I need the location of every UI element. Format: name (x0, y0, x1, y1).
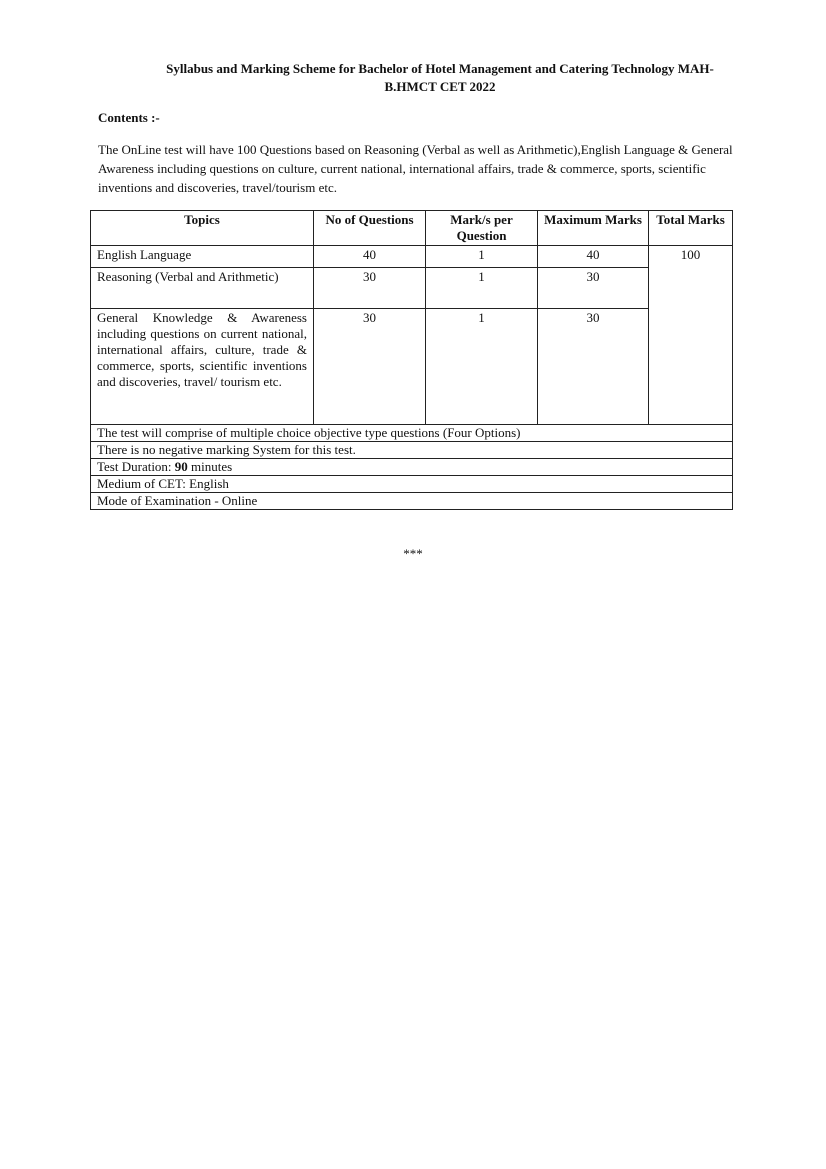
title-line-2: B.HMCT CET 2022 (384, 79, 496, 94)
questions-cell: 30 (314, 268, 426, 309)
intro-paragraph: The OnLine test will have 100 Questions based on Reasoning (Verbal as well as Arithmetic),English Language & General Awareness including questions on culture, current national, international affairs, trade & commerce, sports, scientific inventions and discoveries, travel/tourism etc. (98, 142, 733, 195)
table-row (91, 309, 733, 425)
marking-scheme-table (90, 210, 733, 510)
note-row-mode (91, 493, 733, 510)
questions-cell: 30 (314, 309, 426, 425)
note-mode: Mode of Examination - Online (91, 493, 733, 510)
note-row-duration (91, 459, 733, 476)
duration-unit: minutes (187, 459, 233, 474)
note-row-medium (91, 476, 733, 493)
note-row-negative-marking (91, 442, 733, 459)
topic-cell: English Language (91, 246, 314, 268)
note-format: The test will comprise of multiple choice objective type questions (Four Options) (91, 425, 733, 442)
maximum-marks-cell: 40 (538, 246, 649, 268)
header-marks-per-question: Mark/s per Question (426, 211, 538, 246)
marks-per-question-cell: 1 (426, 309, 538, 425)
header-topics: Topics (91, 211, 314, 246)
questions-cell: 40 (314, 246, 426, 268)
marks-per-question-cell: 1 (426, 246, 538, 268)
contents-heading: Contents :- (98, 110, 160, 125)
maximum-marks-cell: 30 (538, 268, 649, 309)
header-maximum-marks: Maximum Marks (538, 211, 649, 246)
header-no-of-questions: No of Questions (314, 211, 426, 246)
table-row (91, 268, 733, 309)
table-row (91, 246, 733, 268)
title-line-1: Syllabus and Marking Scheme for Bachelor of Hotel Management and Catering Technology MAH- (166, 61, 714, 76)
table-header-row (91, 211, 733, 246)
topic-cell: Reasoning (Verbal and Arithmetic) (91, 268, 314, 309)
end-separator: *** (403, 546, 423, 561)
maximum-marks-cell: 30 (538, 309, 649, 425)
note-negative-marking: There is no negative marking System for this test. (91, 442, 733, 459)
topic-cell: General Knowledge & Awareness including questions on current national, international affairs, culture, trade & commerce, sports, scientific inventions and discoveries, travel/ tourism etc. (91, 309, 314, 425)
note-duration (91, 459, 733, 476)
total-marks-cell: 100 (649, 246, 733, 425)
duration-label: Test Duration: (97, 459, 175, 474)
note-row-format (91, 425, 733, 442)
document-title (120, 60, 760, 96)
header-total-marks: Total Marks (649, 211, 733, 246)
duration-value: 90 (174, 459, 188, 474)
note-medium: Medium of CET: English (91, 476, 733, 493)
marks-per-question-cell: 1 (426, 268, 538, 309)
